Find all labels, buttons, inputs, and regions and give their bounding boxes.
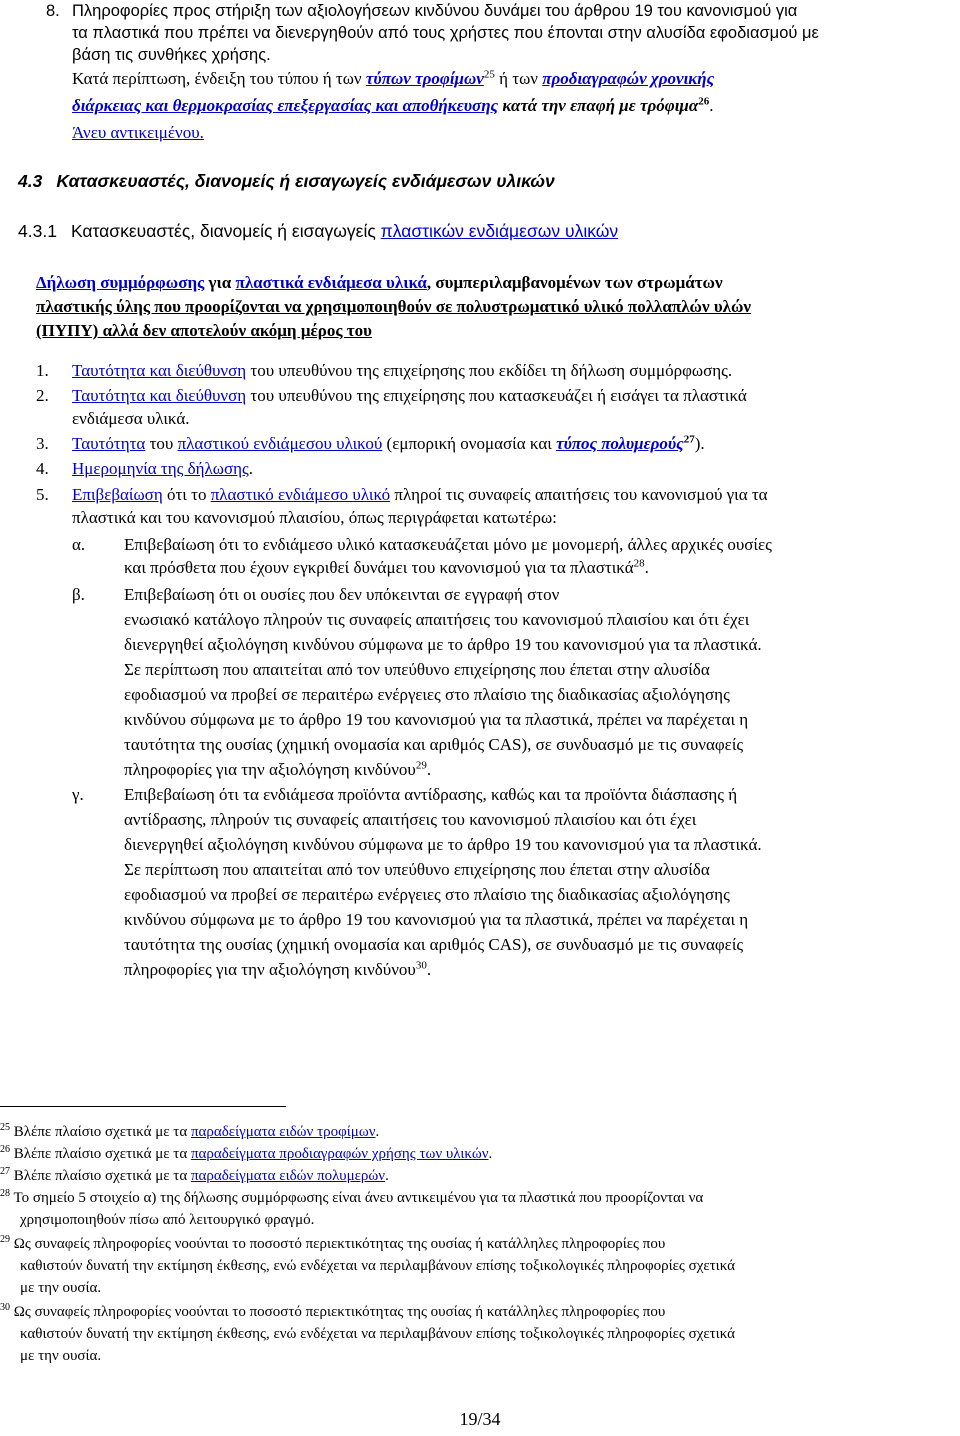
identity-link[interactable]: Ταυτότητα: [72, 434, 146, 453]
sub-item-line: εφοδιασμού να προβεί σε περαιτέρω ενέργειες στο πλαίσιο της διαδικασίας αξιολόγησης: [124, 885, 730, 904]
polymer-examples-link[interactable]: παραδείγματα ειδών πολυμερών: [190, 1168, 386, 1184]
declaration-date-link[interactable]: Ημερομηνία της δήλωσης: [72, 459, 249, 478]
footnote-separator: [0, 1106, 286, 1107]
footnote-29: $^{29}$ Ως συναφείς πληροφορίες νοούνται το ποσοστό περιεκτικότητας της ουσίας ή κατάλληλες πληροφορίες που: [0, 1234, 666, 1252]
item-8-line: τα πλαστικά που πρέπει να διενεργηθούν από τους χρήστες που έπονται στην αλυσίδα εφοδιασμού με: [72, 24, 819, 42]
footnote-25: $^{25}$ Βλέπε πλαίσιο σχετικά με τα παραδείγματα ειδών τροφίμων.: [0, 1122, 380, 1140]
footnote-ref[interactable]: 26: [698, 95, 710, 108]
declaration-title-line: πλαστικής ύλης που προορίζονται να χρησιμοποιηθούν σε πολυστρωματικό υλικό πολλαπλών υλών: [36, 297, 752, 316]
sub-item-line: Επιβεβαίωση ότι τα ενδιάμεσα προϊόντα αντίδρασης, καθώς και τα προϊόντα διάσπασης ή: [124, 785, 738, 804]
section-4-3-1-heading: 4.3.1 Κατασκευαστές, διανομείς ή εισαγωγείς πλαστικών ενδιάμεσων υλικών: [18, 221, 619, 241]
declaration-title-line: (ΠΥΠΥ) αλλά δεν αποτελούν ακόμη μέρος του: [36, 321, 372, 340]
sub-item-label: γ.: [72, 785, 84, 804]
sub-item-line: εφοδιασμού να προβεί σε περαιτέρω ενέργειες στο πλαίσιο της διαδικασίας αξιολόγησης: [124, 685, 730, 704]
list-item: Επιβεβαίωση ότι το πλαστικό ενδιάμεσο υλικό πληροί τις συναφείς απαιτήσεις του κανονισμού για τα: [72, 485, 768, 504]
list-item-number: 3.: [36, 434, 49, 453]
plastic-intermediate-material-link[interactable]: πλαστικού ενδιάμεσου υλικού: [177, 434, 383, 453]
sub-item-line: ταυτότητα της ουσίας (χημική ονομασία και αριθμός CAS), σε συνδυασμό με τις συναφείς: [124, 935, 744, 954]
list-item: Ταυτότητα και διεύθυνση του υπευθύνου της επιχείρησης που κατασκευάζει ή εισάγει τα πλαστικά: [72, 386, 747, 405]
list-item-continuation: πλαστικά και του κανονισμού πλαισίου, όπως περιγράφεται κατωτέρω:: [72, 508, 557, 527]
not-applicable-line: [72, 122, 204, 144]
item-8-number: 8.: [46, 2, 60, 20]
confirmation-link[interactable]: Επιβεβαίωση: [72, 485, 163, 504]
food-types-link[interactable]: τύπων τροφίμων: [365, 69, 484, 88]
sub-item-line: αντίδρασης, πληρούν τις συναφείς απαιτήσεις του κανονισμού πλαισίου και ότι έχει: [124, 810, 697, 829]
footnote-ref[interactable]: 27: [683, 433, 695, 446]
sub-item-line: διενεργηθεί αξιολόγηση κινδύνου σύμφωνα με το άρθρο 19 του κανονισμού για τα πλαστικά.: [124, 635, 762, 654]
plastic-intermediate-material-link[interactable]: πλαστικό ενδιάμεσο υλικό: [210, 485, 391, 504]
plastic-intermediate-materials-link[interactable]: πλαστικών ενδιάμεσων υλικών: [380, 221, 619, 241]
footnote-27: $^{27}$ Βλέπε πλαίσιο σχετικά με τα παραδείγματα ειδών πολυμερών.: [0, 1166, 389, 1184]
not-applicable-link[interactable]: Άνευ αντικειμένου.: [72, 123, 204, 142]
item-8-line: βάση τις συνθήκες χρήσης.: [72, 46, 271, 64]
sub-item-line: διενεργηθεί αξιολόγηση κινδύνου σύμφωνα με το άρθρο 19 του κανονισμού για τα πλαστικά.: [124, 835, 762, 854]
footnote-28: $^{28}$ Το σημείο 5 στοιχείο α) της δήλωσης συμμόρφωσης είναι άνευ αντικειμένου για τα πλαστικά που προορίζονται να: [0, 1188, 704, 1206]
footnote-ref[interactable]: 28: [633, 557, 645, 570]
use-spec-examples-link[interactable]: παραδείγματα προδιαγραφών χρήσης των υλικών: [190, 1146, 489, 1162]
footnote-29-continuation: με την ουσία.: [20, 1280, 102, 1296]
sub-item-line: και πρόσθετα που έχουν εγκριθεί δυνάμει του κανονισμού για τα πλαστικά$^{28}$.: [124, 557, 649, 577]
sub-item-label: β.: [72, 585, 85, 604]
sub-item-line: Επιβεβαίωση ότι οι ουσίες που δεν υπόκεινται σε εγγραφή στον: [124, 585, 560, 604]
sub-item-line: πληροφορίες για την αξιολόγηση κινδύνου$^{29}$.: [124, 759, 432, 779]
sub-item-line: ταυτότητα της ουσίας (χημική ονομασία και αριθμός CAS), σε συνδυασμό με τις συναφείς: [124, 735, 744, 754]
identity-address-link[interactable]: Ταυτότητα και διεύθυνση: [72, 386, 247, 405]
time-temperature-spec-link[interactable]: προδιαγραφών χρονικής: [542, 69, 715, 88]
footnote-ref[interactable]: 25: [483, 68, 495, 81]
declaration-title-line: Δήλωση συμμόρφωσης για πλαστικά ενδιάμεσα υλικά, συμπεριλαμβανομένων των στρωμάτων: [36, 273, 723, 292]
list-item-number: 1.: [36, 361, 49, 380]
sub-item-line: πληροφορίες για την αξιολόγηση κινδύνου$^{30}$.: [124, 959, 432, 979]
sub-item-line: Σε περίπτωση που απαιτείται από τον υπεύθυνο επιχείρησης που έπεται στην αλυσίδα: [124, 660, 710, 679]
list-item-number: 2.: [36, 386, 49, 405]
footnote-30-continuation: καθιστούν δυνατή την εκτίμηση έκθεσης, ενώ ενδέχεται να περιλαμβάνουν επίσης τοξικολογικές πληροφορίες σχετικά: [20, 1326, 736, 1342]
sub-item-line: κινδύνου σύμφωνα με το άρθρο 19 του κανονισμού για τα πλαστικά, πρέπει να παρέχεται η: [124, 910, 749, 929]
declaration-of-compliance-link[interactable]: Δήλωση συμμόρφωσης: [36, 273, 205, 292]
plastic-intermediate-link[interactable]: πλαστικά ενδιάμεσα υλικά: [235, 273, 427, 292]
item-8-line: Πληροφορίες προς στήριξη των αξιολογήσεων κινδύνου δυνάμει του άρθρου 19 του κανονισμού για: [72, 2, 798, 20]
footnote-28-continuation: χρησιμοποιηθούν πίσω από λειτουργικό φραγμό.: [20, 1212, 315, 1228]
identity-address-link[interactable]: Ταυτότητα και διεύθυνση: [72, 361, 247, 380]
sub-item-line: κινδύνου σύμφωνα με το άρθρο 19 του κανονισμού για τα πλαστικά, πρέπει να παρέχεται η: [124, 710, 749, 729]
item-8-spec-line: διάρκειας και θερμοκρασίας επεξεργασίας και αποθήκευσης κατά την επαφή με τρόφιμα$^{26}$.: [72, 95, 714, 115]
polymer-type-link[interactable]: τύπος πολυμερούς: [556, 434, 684, 453]
list-item-number: 4.: [36, 459, 49, 478]
page-number: 19/34: [459, 1409, 501, 1429]
item-8-food-type-line: Κατά περίπτωση, ένδειξη του τύπου ή των τύπων τροφίμων$^{25}$ ή των προδιαγραφών χρονικής: [72, 68, 715, 88]
footnote-ref[interactable]: 29: [415, 759, 427, 772]
footnote-26: $^{26}$ Βλέπε πλαίσιο σχετικά με τα παραδείγματα προδιαγραφών χρήσης των υλικών.: [0, 1144, 493, 1162]
list-item-number: 5.: [36, 485, 49, 504]
food-examples-link[interactable]: παραδείγματα ειδών τροφίμων: [190, 1124, 376, 1140]
footnote-30: $^{30}$ Ως συναφείς πληροφορίες νοούνται το ποσοστό περιεκτικότητας της ουσίας ή κατάλληλες πληροφορίες που: [0, 1302, 666, 1320]
footnote-29-continuation: καθιστούν δυνατή την εκτίμηση έκθεσης, ενώ ενδέχεται να περιλαμβάνουν επίσης τοξικολογικές πληροφορίες σχετικά: [20, 1258, 736, 1274]
list-item: Ταυτότητα και διεύθυνση του υπευθύνου της επιχείρησης που εκδίδει τη δήλωση συμμόρφωσης.: [72, 361, 733, 380]
sub-item-label: α.: [72, 535, 86, 554]
footnote-ref[interactable]: 30: [415, 959, 427, 972]
sub-item-line: Επιβεβαίωση ότι το ενδιάμεσο υλικό κατασκευάζεται μόνο με μονομερή, άλλες αρχικές ουσίες: [124, 535, 772, 554]
sub-item-line: Σε περίπτωση που απαιτείται από τον υπεύθυνο επιχείρησης που έπεται στην αλυσίδα: [124, 860, 710, 879]
list-item: Ημερομηνία της δήλωσης.: [72, 459, 254, 478]
time-temperature-spec-link[interactable]: διάρκειας και θερμοκρασίας επεξεργασίας και αποθήκευσης: [72, 96, 499, 115]
sub-item-line: ενωσιακό κατάλογο πληρούν τις συναφείς απαιτήσεις του κανονισμού πλαισίου και ότι έχει: [124, 610, 750, 629]
list-item-continuation: ενδιάμεσα υλικά.: [72, 409, 190, 428]
footnote-30-continuation: με την ουσία.: [20, 1348, 102, 1364]
section-4-3-heading: 4.3 Κατασκευαστές, διανομείς ή εισαγωγείς ενδιάμεσων υλικών: [18, 171, 555, 191]
list-item: Ταυτότητα του πλαστικού ενδιάμεσου υλικού (εμπορική ονομασία και τύπος πολυμερούς$^{27}$).: [72, 433, 705, 453]
